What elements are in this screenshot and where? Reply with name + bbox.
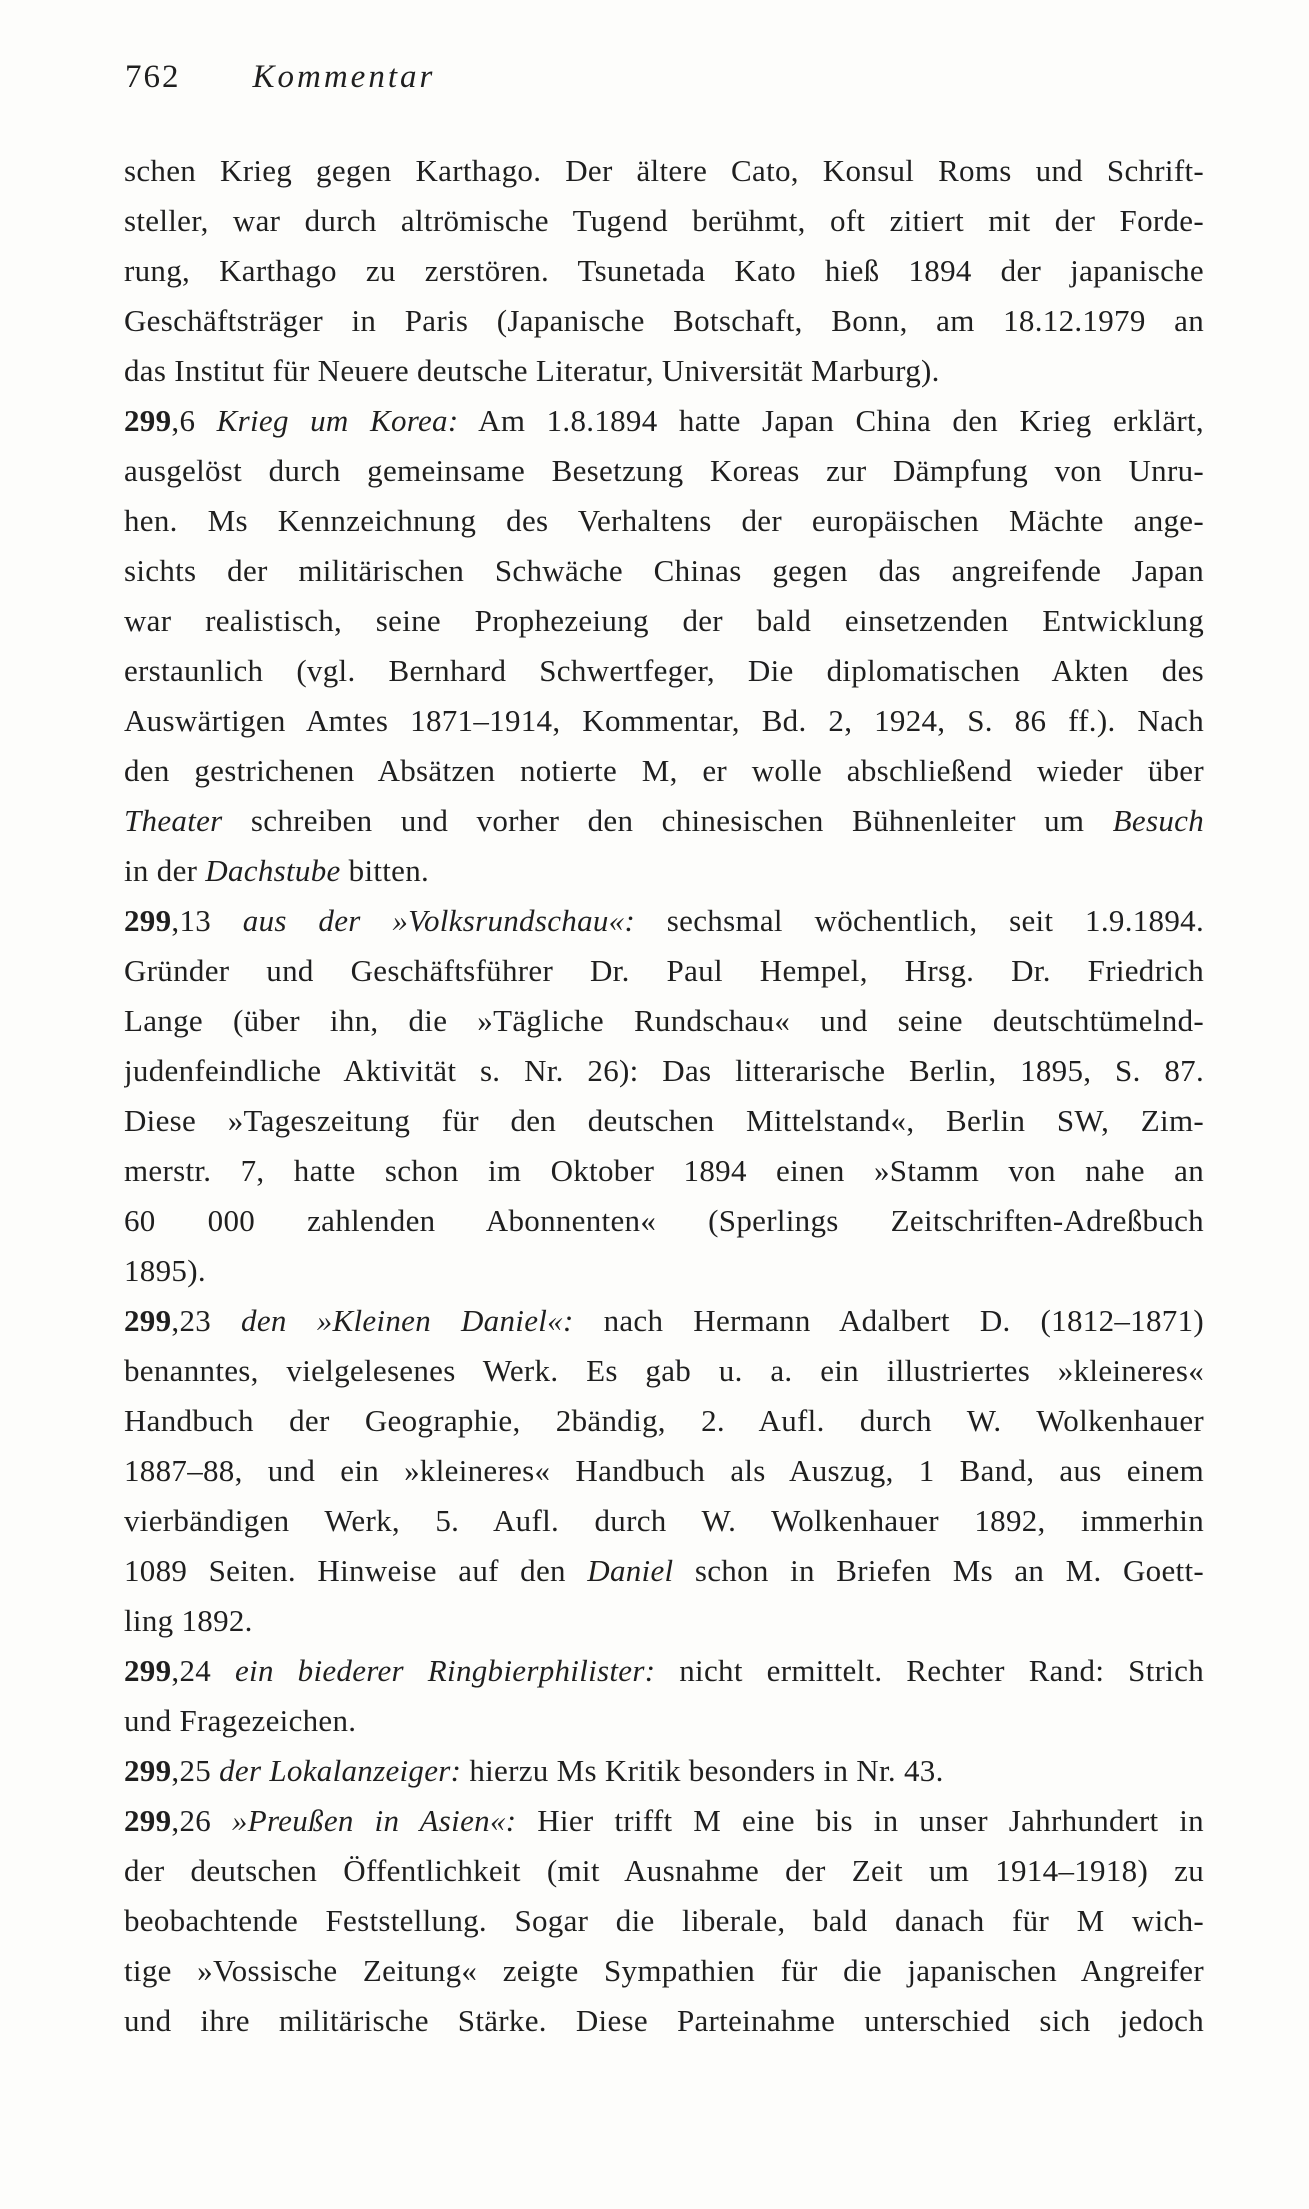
- text-line: [124, 1296, 1204, 1346]
- text-line: [124, 1796, 1204, 1846]
- text-run: Auswärtigen Amtes 1871–1914, Kommentar, Bd. 2, 1924, S. 86 ff.). Nach: [124, 703, 1204, 738]
- text-line: [124, 996, 1204, 1046]
- text-run: war realistisch, seine Prophezeiung der bald einsetzenden Entwicklung: [124, 603, 1204, 638]
- text-run: Am 1.8.1894 hatte Japan China den Krieg erklärt,: [458, 403, 1204, 438]
- text-line: [124, 846, 1204, 896]
- text-line: [124, 1546, 1204, 1596]
- text-run: sichts der militärischen Schwäche Chinas gegen das angreifende Japan: [124, 553, 1204, 588]
- text-run: merstr. 7, hatte schon im Oktober 1894 einen »Stamm von nahe an: [124, 1153, 1204, 1188]
- text-run: nach Hermann Adalbert D. (1812–1871): [573, 1303, 1204, 1338]
- text-run: Gründer und Geschäftsführer Dr. Paul Hempel, Hrsg. Dr. Friedrich: [124, 953, 1204, 988]
- text-run: bitten.: [340, 853, 430, 888]
- text-line: [124, 1196, 1204, 1246]
- text-line: [124, 346, 1204, 396]
- text-line: [124, 1646, 1204, 1696]
- text-run: schon in Briefen Ms an M. Goett-: [673, 1553, 1204, 1588]
- text-line: [124, 396, 1204, 446]
- text-run: rung, Karthago zu zerstören. Tsunetada Kato hieß 1894 der japanische: [124, 253, 1204, 288]
- text-run: ,6: [171, 403, 217, 438]
- text-run: aus der »Volksrundschau«:: [242, 903, 636, 938]
- running-title: Kommentar: [252, 59, 436, 95]
- text-run: tige »Vossische Zeitung« zeigte Sympathien für die japanischen Angreifer: [124, 1953, 1204, 1988]
- text-run: das Institut für Neuere deutsche Literatur, Universität Marburg).: [124, 353, 940, 388]
- text-line: [124, 1696, 1204, 1746]
- text-run: Diese »Tageszeitung für den deutschen Mittelstand«, Berlin SW, Zim-: [124, 1103, 1204, 1138]
- text-run: judenfeindliche Aktivität s. Nr. 26): Das litterarische Berlin, 1895, S. 87.: [124, 1053, 1204, 1088]
- text-run: sechsmal wöchentlich, seit 1.9.1894.: [635, 903, 1204, 938]
- text-run: ausgelöst durch gemeinsame Besetzung Koreas zur Dämpfung von Unru-: [124, 453, 1204, 488]
- text-run: ,24: [171, 1653, 235, 1688]
- text-line: [124, 1596, 1204, 1646]
- paragraph: [124, 1296, 1204, 1646]
- text-run: 60 000 zahlenden Abonnenten« (Sperlings Zeitschriften-Adreßbuch: [124, 1203, 1204, 1238]
- text-line: [124, 596, 1204, 646]
- text-run: hierzu Ms Kritik besonders in Nr. 43.: [461, 1753, 944, 1788]
- running-header: [125, 57, 435, 97]
- text-run: beobachtende Feststellung. Sogar die liberale, bald danach für M wich-: [124, 1903, 1204, 1938]
- text-run: steller, war durch altrömische Tugend berühmt, oft zitiert mit der Forde-: [124, 203, 1204, 238]
- text-line: [124, 296, 1204, 346]
- text-run: ein biederer Ringbierphilister:: [234, 1653, 656, 1688]
- text-run: 1895).: [124, 1253, 206, 1288]
- text-line: [124, 1396, 1204, 1446]
- text-run: erstaunlich (vgl. Bernhard Schwertfeger, Die diplomatischen Akten des: [124, 653, 1204, 688]
- text-line: [124, 1846, 1204, 1896]
- page-body: [124, 146, 1204, 2046]
- text-line: [124, 896, 1204, 946]
- text-line: [124, 546, 1204, 596]
- text-run: 299: [124, 403, 172, 438]
- text-run: Krieg um Korea:: [216, 403, 459, 438]
- text-line: [124, 1946, 1204, 1996]
- text-line: [124, 1446, 1204, 1496]
- text-run: »Preußen in Asien«:: [231, 1803, 517, 1838]
- text-run: ling 1892.: [124, 1603, 253, 1638]
- text-run: der Lokalanzeiger:: [219, 1753, 462, 1788]
- text-line: [124, 796, 1204, 846]
- paragraph: [124, 1746, 1204, 1796]
- text-run: hen. Ms Kennzeichnung des Verhaltens der europäischen Mächte ange-: [124, 503, 1204, 538]
- text-run: ,26: [171, 1803, 232, 1838]
- paragraph: [124, 396, 1204, 896]
- text-run: Daniel: [587, 1553, 674, 1588]
- text-run: nicht ermittelt. Rechter Rand: Strich: [655, 1653, 1204, 1688]
- text-line: [124, 496, 1204, 546]
- text-line: [124, 1746, 1204, 1796]
- text-run: ,25: [171, 1753, 220, 1788]
- text-run: Hier trifft M eine bis in unser Jahrhundert in: [516, 1803, 1204, 1838]
- text-run: der deutschen Öffentlichkeit (mit Ausnahme der Zeit um 1914–1918) zu: [124, 1853, 1204, 1888]
- text-run: 299: [124, 1803, 172, 1838]
- text-run: Lange (über ihn, die »Tägliche Rundschau« und seine deutschtümelnd-: [124, 1003, 1204, 1038]
- text-line: [124, 1996, 1204, 2046]
- text-run: 299: [124, 1653, 172, 1688]
- text-line: [124, 1246, 1204, 1296]
- text-line: [124, 196, 1204, 246]
- text-run: schreiben und vorher den chinesischen Bühnenleiter um: [222, 803, 1113, 838]
- text-line: [124, 946, 1204, 996]
- text-run: benanntes, vielgelesenes Werk. Es gab u. a. ein illustriertes »kleineres«: [124, 1353, 1204, 1388]
- text-run: 1887–88, und ein »kleineres« Handbuch als Auszug, 1 Band, aus einem: [124, 1453, 1204, 1488]
- text-run: und ihre militärische Stärke. Diese Parteinahme unterschied sich jedoch: [124, 2003, 1204, 2038]
- text-line: [124, 646, 1204, 696]
- text-line: [124, 1146, 1204, 1196]
- text-line: [124, 1096, 1204, 1146]
- text-run: 299: [124, 903, 172, 938]
- text-run: 299: [124, 1303, 172, 1338]
- text-line: [124, 1896, 1204, 1946]
- text-run: Dachstube: [205, 853, 341, 888]
- text-line: [124, 1496, 1204, 1546]
- text-run: vierbändigen Werk, 5. Aufl. durch W. Wolkenhauer 1892, immerhin: [124, 1503, 1204, 1538]
- text-run: Besuch: [1112, 803, 1204, 838]
- text-run: Geschäftsträger in Paris (Japanische Botschaft, Bonn, am 18.12.1979 an: [124, 303, 1204, 338]
- text-run: Theater: [124, 803, 223, 838]
- text-run: den »Kleinen Daniel«:: [241, 1303, 574, 1338]
- text-line: [124, 146, 1204, 196]
- text-line: [124, 1346, 1204, 1396]
- text-run: ,23: [171, 1303, 242, 1338]
- page-number: 762: [125, 59, 181, 95]
- text-line: [124, 246, 1204, 296]
- text-run: 1089 Seiten. Hinweise auf den: [124, 1553, 588, 1588]
- text-run: den gestrichenen Absätzen notierte M, er wolle abschließend wieder über: [124, 753, 1204, 788]
- text-run: ,13: [171, 903, 243, 938]
- text-line: [124, 1046, 1204, 1096]
- text-line: [124, 746, 1204, 796]
- text-run: schen Krieg gegen Karthago. Der ältere Cato, Konsul Roms und Schrift-: [124, 153, 1204, 188]
- text-run: in der: [124, 853, 206, 888]
- text-run: und Fragezeichen.: [124, 1703, 357, 1738]
- text-run: 299: [124, 1753, 172, 1788]
- text-run: Handbuch der Geographie, 2bändig, 2. Aufl. durch W. Wolkenhauer: [124, 1403, 1204, 1438]
- paragraph: [124, 146, 1204, 396]
- paragraph: [124, 1796, 1204, 2046]
- paragraph: [124, 896, 1204, 1296]
- paragraph: [124, 1646, 1204, 1746]
- text-line: [124, 446, 1204, 496]
- text-line: [124, 696, 1204, 746]
